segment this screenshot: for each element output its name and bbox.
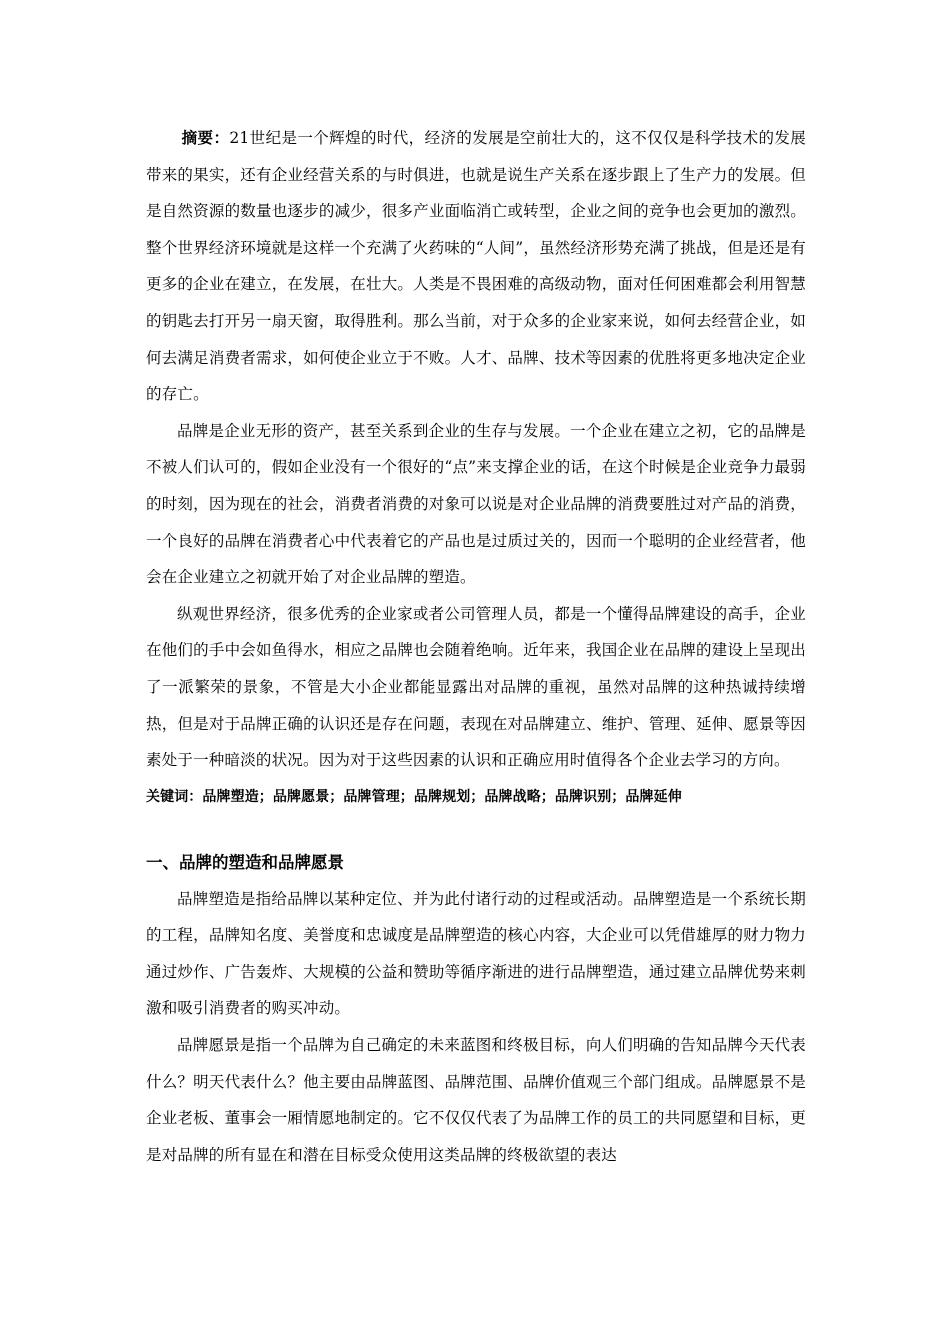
section-paragraph-2: 品牌愿景是指一个品牌为自己确定的未来蓝图和终极目标，向人们明确的告知品牌今天代表什么？明天代表什么？他主要由品牌蓝图、品牌范围、品牌价值观三个部门组成。品牌愿景不是企业老板、董事会一厢情愿地制定的。它不仅仅代表了为品牌工作的员工的共同愿望和目标，更是对品牌的所有显在和潜在目标受众使用这类品牌的终极欲望的表达 — [146, 1036, 806, 1164]
intro-paragraph-1: 品牌是企业无形的资产，甚至关系到企业的生存与发展。一个企业在建立之初，它的品牌是不被人们认可的，假如企业没有一个很好的“点”来支撑企业的话，在这个时候是企业竞争力最弱的时刻，因为现在的社会，消费者消费的对象可以说是对企业品牌的消费要胜过对产品的消费，一个良好的品牌在消费者心中代表着它的产品也是过质过关的，因而一个聪明的企业经营者，他会在企业建立之初就开始了对企业品牌的塑造。 — [146, 421, 806, 587]
abstract-label: 摘要： — [181, 129, 230, 147]
document-page — [146, 120, 806, 1173]
section-paragraph-1: 品牌塑造是指给品牌以某种定位、并为此付诸行动的过程或活动。品牌塑造是一个系统长期的工程，品牌知名度、美誉度和忠诚度是品牌塑造的核心内容，大企业可以凭借雄厚的财力物力通过炒作、广告轰炸、大规模的公益和赞助等循序渐进的进行品牌塑造，通过建立品牌优势来刺激和吸引消费者的购买冲动。 — [146, 889, 806, 1018]
abstract-paragraph — [146, 120, 806, 413]
intro-paragraph-2: 纵观世界经济，很多优秀的企业家或者公司管理人员，都是一个懂得品牌建设的高手，企业在他们的手中会如鱼得水，相应之品牌也会随着绝响。近年来，我国企业在品牌的建设上呈现出了一派繁荣的景象，不管是大小企业都能显露出对品牌的重视，虽然对品牌的这种热诚持续增热，但是对于品牌正确的认识还是存在问题，表现在对品牌建立、维护、管理、延伸、愿景等因素处于一种暗淡的状况。因为对于这些因素的认识和正确应用时值得各个企业去学习的方向。 — [146, 604, 806, 770]
abstract-text: 21世纪是一个辉煌的时代，经济的发展是空前壮大的，这不仅仅是科学技术的发展带来的果实，还有企业经营关系的与时俱进，也就是说生产关系在逐步跟上了生产力的发展。但是自然资源的数量也逐步的减少，很多产业面临消亡或转型，企业之间的竞争也会更加的激烈。整个世界经济环境就是这样一个充满了火药味的“人间”，虽然经济形势充满了挑战，但是还是有更多的企业在建立，在发展，在壮大。人类是不畏困难的高级动物，面对任何困难都会利用智慧的钥匙去打开另一扇天窗，取得胜利。那么当前，对于众多的企业家来说，如何去经营企业，如何去满足消费者需求，如何使企业立于不败。人才、品牌、技术等因素的优胜将更多地决定企业的存亡。 — [146, 129, 806, 404]
section-heading: 一、品牌的塑造和品牌愿景 — [146, 852, 344, 872]
keywords-line: 关键词：品牌塑造；品牌愿景；品牌管理；品牌规划；品牌战略；品牌识别；品牌延伸 — [146, 788, 682, 805]
